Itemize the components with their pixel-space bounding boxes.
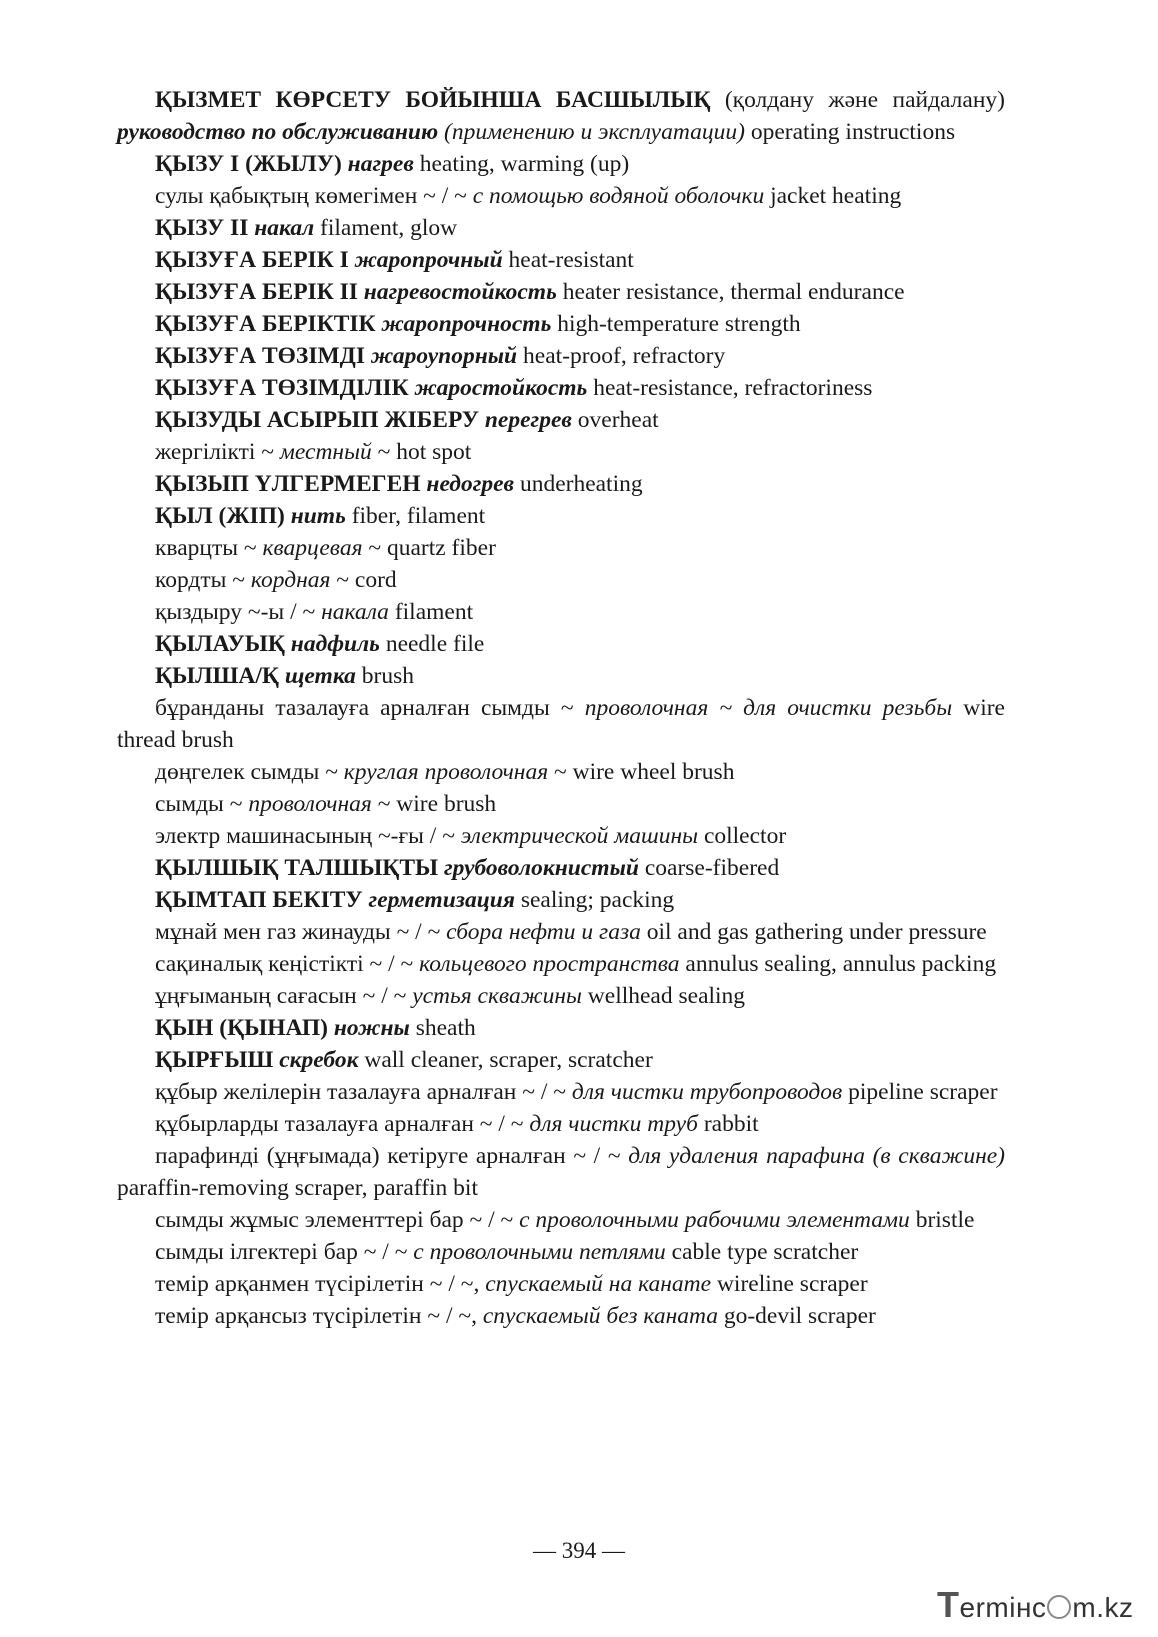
dictionary-entry xyxy=(117,500,1005,532)
dictionary-entry xyxy=(117,244,1005,276)
dictionary-page xyxy=(117,84,1005,1332)
entry-text: high-temperature strength xyxy=(551,311,801,337)
dictionary-entry xyxy=(117,628,1005,660)
entry-russian-text: кольцевого пространства xyxy=(419,951,680,977)
dictionary-entry xyxy=(117,916,1005,948)
entry-russian-text: кордная xyxy=(250,567,331,593)
entry-text: oil and gas gathering under pressure xyxy=(640,919,987,945)
entry-text: сақиналық кеңістікті ~ / ~ xyxy=(155,951,420,977)
dictionary-entry xyxy=(117,532,1005,564)
entry-text: темір арқансыз түсірілетін ~ / ~, xyxy=(155,1303,483,1329)
dictionary-entry xyxy=(117,372,1005,404)
logo-ring-icon xyxy=(1047,1595,1071,1619)
entry-term-kazakh: ҚЫН (ҚЫНАП) xyxy=(155,1015,328,1041)
entry-term-kazakh: ҚЫЗУҒА БЕРІК I xyxy=(155,247,349,273)
logo-initial: T xyxy=(937,1584,960,1625)
entry-text: темір арқанмен түсірілетін ~ / ~, xyxy=(155,1271,486,1297)
entry-term-russian: нить xyxy=(290,503,346,529)
entry-russian-text: спускаемый без каната xyxy=(482,1303,718,1329)
dictionary-entry xyxy=(117,756,1005,788)
entry-term-russian: жаростойкость xyxy=(414,375,588,401)
dictionary-entry xyxy=(117,564,1005,596)
logo-end: m.kz xyxy=(1072,1592,1134,1623)
entry-term-russian: руководство по обслуживанию xyxy=(117,119,439,145)
entry-russian-text: кварцевая xyxy=(262,535,363,561)
entry-text: heat-resistance, refractoriness xyxy=(587,375,873,401)
entry-text: wellhead sealing xyxy=(581,983,746,1009)
entry-text: (қолдану және пайдалану) xyxy=(710,87,1005,113)
dictionary-entry xyxy=(117,692,1005,756)
dictionary-entry xyxy=(117,276,1005,308)
entry-term-kazakh: ҚЫМТАП БЕКІТУ xyxy=(155,887,363,913)
dictionary-entry xyxy=(117,1108,1005,1140)
entry-text: underheating xyxy=(514,471,643,497)
dictionary-entry xyxy=(117,852,1005,884)
entry-text: электр машинасының ~-ғы / ~ xyxy=(155,823,461,849)
dictionary-entry xyxy=(117,596,1005,628)
entry-term-kazakh: ҚЫЗМЕТ КӨРСЕТУ БОЙЫНША БАСШЫЛЫҚ xyxy=(155,87,711,113)
entry-text: go-devil scraper xyxy=(717,1303,876,1329)
entry-text: jacket heating xyxy=(764,183,902,209)
entry-text: қыздыру ~-ы / ~ xyxy=(155,599,322,625)
entry-term-russian: жаропрочность xyxy=(381,311,552,337)
entry-text: сымды ілгектері бар ~ / ~ xyxy=(155,1239,414,1265)
entry-russian-text: накала xyxy=(321,599,389,625)
entry-russian-text: с помощью водяной оболочки xyxy=(472,183,765,209)
entry-text: ~ quartz fiber xyxy=(362,535,496,561)
entry-term-kazakh: ҚЫЗУҒА ТӨЗІМДІЛІК xyxy=(155,375,409,401)
entry-term-russian: герметизация xyxy=(368,887,515,913)
entry-text: pipeline scraper xyxy=(842,1079,998,1105)
entry-text: filament, glow xyxy=(314,215,458,241)
entry-russian-text: с проволочными петлями xyxy=(413,1239,666,1265)
dictionary-entry xyxy=(117,1076,1005,1108)
entry-russian-text: местный xyxy=(279,439,372,465)
dictionary-entry xyxy=(117,1300,1005,1332)
entry-russian-text: электрической машины xyxy=(460,823,699,849)
entry-russian-text: проволочная xyxy=(248,791,372,817)
entry-text: сулы қабықтың көмегімен ~ / ~ xyxy=(155,183,473,209)
entry-term-russian: жароупорный xyxy=(370,343,518,369)
entry-text: paraffin-removing scraper, paraffin bit xyxy=(117,1175,478,1201)
entry-term-russian: грубоволокнистый xyxy=(443,855,639,881)
entry-russian-text: (применению и эксплуатации) xyxy=(444,119,745,145)
entry-term-russian: нагревостойкость xyxy=(363,279,557,305)
entry-russian-text: круглая проволочная xyxy=(343,759,549,785)
entry-text: ~ hot spot xyxy=(371,439,472,465)
dictionary-entry xyxy=(117,340,1005,372)
entry-russian-text: для удаления парафина (в скважине) xyxy=(628,1143,1005,1169)
entry-term-russian: ножны xyxy=(333,1015,410,1041)
entry-term-kazakh: ҚЫЗУ II xyxy=(155,215,249,241)
entry-term-russian: жаропрочный xyxy=(354,247,503,273)
entry-russian-text: спускаемый на канате xyxy=(485,1271,712,1297)
dictionary-entry xyxy=(117,1044,1005,1076)
entry-text: annulus sealing, annulus packing xyxy=(679,951,997,977)
entry-russian-text: для чистки трубопроводов xyxy=(571,1079,843,1105)
entry-text: rabbit xyxy=(697,1111,759,1137)
entry-text: overheat xyxy=(571,407,659,433)
dictionary-entry xyxy=(117,308,1005,340)
entry-text: мұнай мен газ жинауды ~ / ~ xyxy=(155,919,447,945)
entry-text: құбырларды тазалауға арналған ~ / ~ xyxy=(155,1111,530,1137)
entry-term-kazakh: ҚЫЛША/Қ xyxy=(155,663,279,689)
dictionary-entry xyxy=(117,1204,1005,1236)
entry-text: ~ wire brush xyxy=(371,791,497,817)
entry-text: heat-proof, refractory xyxy=(517,343,726,369)
entry-text: heater resistance, thermal endurance xyxy=(556,279,905,305)
entry-text: coarse-fibered xyxy=(638,855,780,881)
dictionary-entry xyxy=(117,148,1005,180)
entry-text: fiber, filament xyxy=(345,503,486,529)
entry-russian-text: проволочная ~ для очистки резьбы xyxy=(584,695,953,721)
entry-text: құбыр желілерін тазалауға арналған ~ / ~ xyxy=(155,1079,572,1105)
page-number: — 394 — xyxy=(533,1538,625,1563)
entry-term-kazakh: ҚЫЗЫП ҮЛГЕРМЕГЕН xyxy=(155,471,421,497)
entry-term-kazakh: ҚЫЗУ I (ЖЫЛУ) xyxy=(155,151,342,177)
entry-russian-text: сбора нефти и газа xyxy=(446,919,641,945)
dictionary-entry xyxy=(117,948,1005,980)
dictionary-entry xyxy=(117,980,1005,1012)
entry-text: сымды жұмыс элементтері бар ~ / ~ xyxy=(155,1207,520,1233)
termincom-logo xyxy=(937,1584,1134,1626)
entry-term-kazakh: ҚЫРҒЫШ xyxy=(155,1047,274,1073)
entry-term-kazakh: ҚЫЛАУЫҚ xyxy=(155,631,285,657)
entry-text: жергілікті ~ xyxy=(155,439,280,465)
entry-text: ~ wire wheel brush xyxy=(548,759,735,785)
entry-term-russian: накал xyxy=(254,215,315,241)
entry-text: ұңғыманың сағасын ~ / ~ xyxy=(155,983,413,1009)
entry-term-kazakh: ҚЫЛ (ЖІП) xyxy=(155,503,285,529)
entry-term-kazakh: ҚЫЛШЫҚ ТАЛШЫҚТЫ xyxy=(155,855,439,881)
logo-middle: ermінс xyxy=(959,1592,1047,1623)
entry-text: wall cleaner, scraper, scratcher xyxy=(358,1047,653,1073)
entry-term-kazakh: ҚЫЗУДЫ АСЫРЫП ЖІБЕРУ xyxy=(155,407,479,433)
entry-term-russian: скребок xyxy=(279,1047,359,1073)
entry-text: needle file xyxy=(379,631,485,657)
entry-text: парафинді (ұңғымада) кетіруге арналған ~ / ~ xyxy=(155,1143,629,1169)
entry-text: heat-resistant xyxy=(502,247,634,273)
dictionary-entry xyxy=(117,212,1005,244)
dictionary-entry xyxy=(117,820,1005,852)
entry-text: heating, warming (up) xyxy=(413,151,630,177)
entry-text: кварцты ~ xyxy=(155,535,263,561)
entry-term-kazakh: ҚЫЗУҒА БЕРІКТІК xyxy=(155,311,376,337)
dictionary-entry xyxy=(117,1236,1005,1268)
entry-russian-text: устья скважины xyxy=(412,983,582,1009)
entry-term-russian: недогрев xyxy=(426,471,515,497)
dictionary-entry xyxy=(117,788,1005,820)
entry-text: сымды ~ xyxy=(155,791,249,817)
entry-text: ~ cord xyxy=(330,567,397,593)
dictionary-entry xyxy=(117,468,1005,500)
entry-text: кордты ~ xyxy=(155,567,251,593)
dictionary-entry xyxy=(117,1012,1005,1044)
entry-text: bristle xyxy=(909,1207,975,1233)
entry-term-russian: перегрев xyxy=(484,407,572,433)
dictionary-entry xyxy=(117,180,1005,212)
entry-russian-text: с проволочными рабочими элементами xyxy=(519,1207,910,1233)
dictionary-entry xyxy=(117,436,1005,468)
entry-term-kazakh: ҚЫЗУҒА ТӨЗІМДІ xyxy=(155,343,365,369)
entry-text: бұранданы тазалауға арналған сымды ~ xyxy=(155,695,585,721)
entry-text: дөңгелек сымды ~ xyxy=(155,759,344,785)
entry-text: cable type scratcher xyxy=(665,1239,859,1265)
entry-text: sheath xyxy=(409,1015,476,1041)
entry-text: wireline scraper xyxy=(711,1271,868,1297)
dictionary-entry xyxy=(117,884,1005,916)
entry-text: filament xyxy=(388,599,474,625)
entry-term-kazakh: ҚЫЗУҒА БЕРІК II xyxy=(155,279,358,305)
dictionary-entry xyxy=(117,660,1005,692)
entry-term-russian: нагрев xyxy=(347,151,414,177)
entry-text: sealing; packing xyxy=(514,887,675,913)
entry-text: wire thread brush xyxy=(117,695,1005,753)
dictionary-entry xyxy=(117,84,1005,148)
entry-text: operating instructions xyxy=(744,119,956,145)
entry-term-russian: щетка xyxy=(284,663,356,689)
dictionary-entry xyxy=(117,404,1005,436)
dictionary-entry xyxy=(117,1268,1005,1300)
entry-text: brush xyxy=(355,663,415,689)
dictionary-entry xyxy=(117,1140,1005,1204)
entry-text: collector xyxy=(698,823,787,849)
entry-russian-text: для чистки труб xyxy=(529,1111,698,1137)
entry-term-russian: надфиль xyxy=(290,631,380,657)
